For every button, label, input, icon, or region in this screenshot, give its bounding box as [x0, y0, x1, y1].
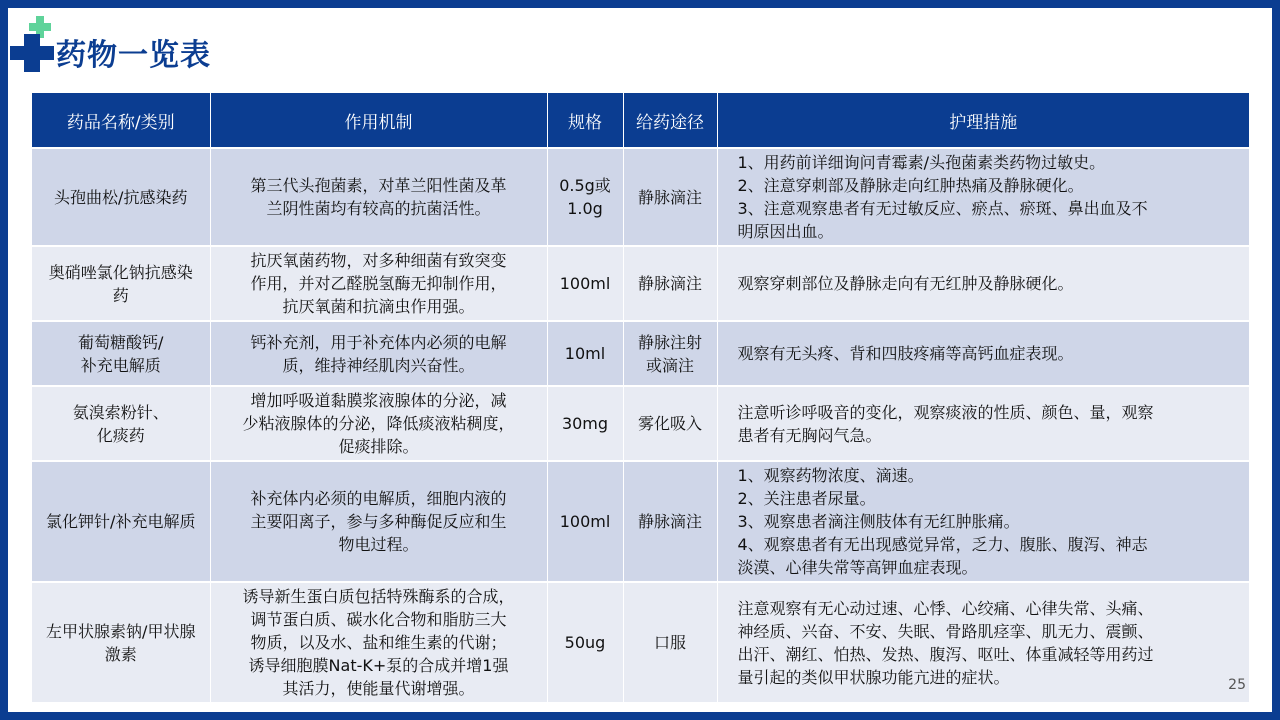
care-cell [717, 582, 1249, 702]
mechanism-cell [210, 386, 547, 461]
header-name: 药品名称/类别 [32, 93, 210, 148]
cell-line: 补充电解质 [80, 355, 161, 375]
cell-line: 2、注意穿刺部及静脉走向红肿热痛及静脉硬化。 [737, 176, 1084, 195]
cell-line: 作用，并对乙醛脱氢酶无抑制作用， [250, 274, 507, 293]
cell-line: 注意听诊呼吸音的变化，观察痰液的性质、颜色、量，观察 [737, 402, 1154, 422]
frame-right-border [1272, 0, 1280, 720]
care-cell [717, 246, 1249, 321]
cell-line: 头孢曲松/抗感染药 [54, 187, 188, 207]
frame-bottom-border [0, 712, 1280, 720]
cell-line: 神经质、兴奋、不安、失眠、骨路肌痉挛、肌无力、震颤、 [737, 621, 1154, 641]
cell-line: 调节蛋白质、碳水化合物和脂肪三大 [250, 610, 507, 629]
cell-line: 激素 [104, 644, 137, 664]
spec-cell [547, 582, 623, 702]
cell-line: 少粘液腺体的分泌，降低痰液粘稠度， [242, 414, 515, 433]
cell-line: 注意观察有无心动过速、心悸、心绞痛、心律失常、头痛、 [737, 598, 1154, 618]
cell-line: 1、用药前详细询问青霉素/头孢菌素类药物过敏史。 [737, 153, 1106, 172]
page-title: 药物一览表 [56, 38, 211, 73]
cell-line: 促痰排除。 [338, 437, 419, 456]
cell-line: 诱导细胞膜Nat-K+泵的合成并增1强 [248, 656, 509, 675]
cell-line: 0.5g或 [559, 176, 611, 195]
route-cell [623, 582, 717, 702]
cell-line: 30mg [561, 414, 609, 433]
mechanism-cell [210, 582, 547, 702]
route-cell [623, 461, 717, 582]
cell-line: 补充体内必须的电解质，细胞内液的 [250, 489, 507, 508]
mechanism-cell [210, 148, 547, 246]
cell-line: 观察穿刺部位及静脉走向有无红肿及静脉硬化。 [737, 274, 1074, 293]
cell-line: 静脉滴注 [637, 512, 702, 531]
cell-line: 静脉注射 [637, 332, 702, 352]
spec-cell [547, 148, 623, 246]
page-number: 25 [1228, 677, 1246, 693]
header-mechanism: 作用机制 [210, 93, 547, 148]
cell-line: 质，维持神经肌肉兴奋性。 [282, 355, 475, 375]
table-row [32, 246, 1249, 321]
cell-line: 4、观察患者有无出现感觉异常，乏力、腹胀、腹泻、神志 [737, 535, 1148, 554]
cell-line: 奥硝唑氯化钠抗感染 [48, 262, 193, 282]
cell-line: 出汗、潮红、怕热、发热、腹泻、呕吐、体重减轻等用药过 [737, 644, 1154, 664]
drug-name-cell [32, 321, 210, 386]
cell-line: 物质，以及水、盐和维生素的代谢； [250, 633, 507, 652]
spec-cell [547, 386, 623, 461]
cell-line: 抗厌氧菌和抗滴虫作用强。 [282, 297, 475, 316]
spec-cell [547, 321, 623, 386]
table-row [32, 386, 1249, 461]
cell-line: 静脉滴注 [637, 187, 702, 207]
cell-line: 50ug [564, 633, 606, 652]
cell-line: 主要阳离子，参与多种酶促反应和生 [250, 512, 507, 531]
care-cell [717, 148, 1249, 246]
mechanism-cell [210, 321, 547, 386]
cell-line: 100ml [559, 274, 611, 293]
care-cell [717, 321, 1249, 386]
cell-line: 物电过程。 [338, 535, 419, 554]
cell-line: 第三代头孢菌素，对革兰阳性菌及革 [250, 176, 507, 195]
spec-cell [547, 246, 623, 321]
cell-line: 其活力，使能量代谢增强。 [282, 679, 475, 698]
cell-line: 氨溴索粉针、 [72, 402, 169, 422]
cell-line: 诱导新生蛋白质包括特殊酶系的合成， [242, 587, 515, 606]
route-cell [623, 386, 717, 461]
table-row [32, 321, 1249, 386]
cell-line: 药 [112, 285, 129, 305]
cell-line: 左甲状腺素钠/甲状腺 [46, 621, 196, 641]
route-cell [623, 148, 717, 246]
cell-line: 患者有无胸闷气急。 [737, 425, 882, 445]
drug-name-cell [32, 246, 210, 321]
cell-line: 化痰药 [96, 425, 145, 445]
cell-line: 增加呼吸道黏膜浆液腺体的分泌，减 [250, 391, 507, 410]
cell-line: 2、关注患者尿量。 [737, 489, 876, 508]
cell-line: 明原因出血。 [737, 222, 834, 241]
cell-line: 兰阴性菌均有较高的抗菌活性。 [266, 199, 491, 218]
header-care: 护理措施 [717, 93, 1249, 148]
cell-line: 或滴注 [645, 355, 694, 375]
header-spec: 规格 [547, 93, 623, 148]
table-row [32, 582, 1249, 702]
spec-cell [547, 461, 623, 582]
cell-line: 1、观察药物浓度、滴速。 [737, 466, 924, 485]
cell-line: 雾化吸入 [637, 414, 702, 433]
header-route: 给药途径 [623, 93, 717, 148]
frame-top-border [0, 0, 1280, 8]
table-header-row [32, 93, 1249, 148]
cell-line: 淡漠、心律失常等高钾血症表现。 [737, 558, 978, 577]
cell-line: 氯化钾针/补充电解质 [46, 512, 196, 531]
cell-line: 量引起的类似甲状腺功能亢进的症状。 [737, 667, 1010, 687]
cell-line: 观察有无头疼、背和四肢疼痛等高钙血症表现。 [737, 344, 1074, 363]
medication-table [32, 93, 1249, 702]
cell-line: 静脉滴注 [637, 274, 702, 293]
medical-cross-icon [10, 14, 56, 74]
cell-line: 3、观察患者滴注侧肢体有无红肿胀痛。 [737, 512, 1020, 531]
drug-name-cell [32, 461, 210, 582]
cell-line: 葡萄糖酸钙/ [78, 332, 164, 352]
table-row [32, 148, 1249, 246]
cell-line: 抗厌氧菌药物，对多种细菌有致突变 [250, 251, 507, 270]
route-cell [623, 246, 717, 321]
drug-name-cell [32, 582, 210, 702]
cell-line: 10ml [564, 344, 606, 363]
table-row [32, 461, 1249, 582]
mechanism-cell [210, 246, 547, 321]
cell-line: 100ml [559, 512, 611, 531]
drug-name-cell [32, 386, 210, 461]
cell-line: 口服 [653, 633, 686, 652]
cell-line: 1.0g [567, 199, 603, 218]
frame-left-border [0, 0, 8, 720]
drug-name-cell [32, 148, 210, 246]
cell-line: 3、注意观察患者有无过敏反应、瘀点、瘀斑、鼻出血及不 [737, 199, 1148, 218]
mechanism-cell [210, 461, 547, 582]
route-cell [623, 321, 717, 386]
care-cell [717, 386, 1249, 461]
cell-line: 钙补充剂，用于补充体内必须的电解 [250, 332, 507, 352]
care-cell [717, 461, 1249, 582]
